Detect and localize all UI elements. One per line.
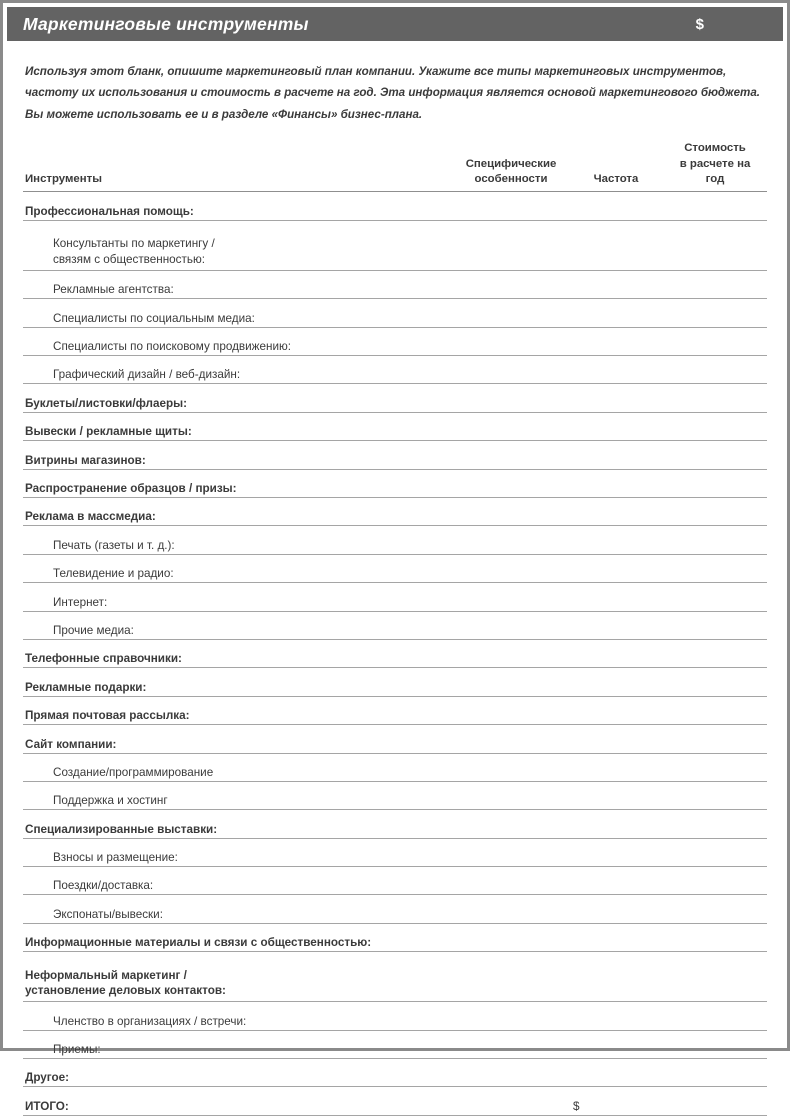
table-row [23, 192, 767, 220]
specifics-input-16[interactable] [453, 668, 569, 696]
cost-input-10[interactable] [663, 498, 767, 526]
table-row [23, 923, 767, 951]
cost-input-12[interactable] [663, 554, 767, 582]
table-row [23, 753, 767, 781]
table-row [23, 469, 767, 497]
table-row [23, 838, 767, 866]
marketing-tools-table [23, 141, 767, 1116]
cost-input-27[interactable] [663, 1002, 767, 1030]
tool-label: Специалисты по поисковому продвижению: [23, 327, 453, 355]
table-row [23, 668, 767, 696]
tool-label: Создание/программирование [23, 753, 453, 781]
cost-input-20[interactable] [663, 781, 767, 809]
total-cost-input[interactable] [663, 1087, 767, 1115]
specifics-input-23[interactable] [453, 867, 569, 895]
cost-input-14[interactable] [663, 611, 767, 639]
specifics-input-15[interactable] [453, 639, 569, 667]
tool-label: Прочие медиа: [23, 611, 453, 639]
cost-input-1[interactable] [663, 220, 767, 270]
cost-input-23[interactable] [663, 867, 767, 895]
tool-label: Приемы: [23, 1030, 453, 1058]
table-row [23, 327, 767, 355]
table-row [23, 384, 767, 412]
cost-input-25[interactable] [663, 923, 767, 951]
tool-label: Специализированные выставки: [23, 810, 453, 838]
specifics-input-8[interactable] [453, 441, 569, 469]
intro-paragraph: Используя этот бланк, опишите маркетинговый план компании. Укажите все типы маркетинговых инструментов, частоту их использования и стоимость в расчете на год. Эта информация является основой маркетингового бюджета. Вы можете использовать ее и в разделе «Финансы» бизнес-плана. [25, 65, 761, 121]
total-specifics-cell [453, 1087, 569, 1115]
table-row [23, 611, 767, 639]
cost-input-2[interactable] [663, 270, 767, 298]
table-row [23, 725, 767, 753]
specifics-input-18[interactable] [453, 725, 569, 753]
cost-input-9[interactable] [663, 469, 767, 497]
table-row [23, 526, 767, 554]
frequency-input-29[interactable] [569, 1059, 663, 1087]
frequency-input-22[interactable] [569, 838, 663, 866]
tool-label: Печать (газеты и т. д.): [23, 526, 453, 554]
cost-input-5[interactable] [663, 356, 767, 384]
currency-symbol: $ [695, 15, 704, 33]
cost-input-6[interactable] [663, 384, 767, 412]
table-row [23, 696, 767, 724]
frequency-input-15[interactable] [569, 639, 663, 667]
frequency-input-27[interactable] [569, 1002, 663, 1030]
cost-input-21[interactable] [663, 810, 767, 838]
table-row [23, 554, 767, 582]
specifics-input-0[interactable] [453, 192, 569, 220]
table-header [23, 141, 767, 192]
frequency-input-7[interactable] [569, 412, 663, 440]
frequency-input-28[interactable] [569, 1030, 663, 1058]
frequency-input-24[interactable] [569, 895, 663, 923]
column-header-frequency: Частота [569, 141, 663, 192]
column-header-cost-line2: в расчете на год [679, 157, 751, 186]
tool-label: Телефонные справочники: [23, 639, 453, 667]
frequency-input-8[interactable] [569, 441, 663, 469]
table-row [23, 356, 767, 384]
specifics-input-24[interactable] [453, 895, 569, 923]
specifics-input-2[interactable] [453, 270, 569, 298]
table-row [23, 781, 767, 809]
cost-input-26[interactable] [663, 952, 767, 1002]
cost-input-18[interactable] [663, 725, 767, 753]
specifics-input-21[interactable] [453, 810, 569, 838]
tool-label: Интернет: [23, 583, 453, 611]
cost-input-22[interactable] [663, 838, 767, 866]
table-row [23, 867, 767, 895]
table-body [23, 192, 767, 1115]
frequency-input-13[interactable] [569, 583, 663, 611]
specifics-input-12[interactable] [453, 554, 569, 582]
frequency-input-23[interactable] [569, 867, 663, 895]
table-row [23, 441, 767, 469]
frequency-input-1[interactable] [569, 220, 663, 270]
specifics-input-13[interactable] [453, 583, 569, 611]
frequency-input-10[interactable] [569, 498, 663, 526]
specifics-input-19[interactable] [453, 753, 569, 781]
tool-label: Сайт компании: [23, 725, 453, 753]
table-row [23, 895, 767, 923]
cost-input-4[interactable] [663, 327, 767, 355]
table-row [23, 270, 767, 298]
table-row [23, 220, 767, 270]
header-bar [7, 7, 783, 41]
table-row [23, 952, 767, 1002]
specifics-input-5[interactable] [453, 356, 569, 384]
specifics-input-25[interactable] [453, 923, 569, 951]
tool-label: Буклеты/листовки/флаеры: [23, 384, 453, 412]
table-row [23, 412, 767, 440]
tool-label: Консультанты по маркетингу / связям с общественностью: [23, 220, 453, 270]
tool-label: Реклама в массмедиа: [23, 498, 453, 526]
cost-input-16[interactable] [663, 668, 767, 696]
frequency-input-0[interactable] [569, 192, 663, 220]
cost-input-28[interactable] [663, 1030, 767, 1058]
table-row [23, 1030, 767, 1058]
cost-input-11[interactable] [663, 526, 767, 554]
tool-label: Профессиональная помощь: [23, 192, 453, 220]
cost-input-8[interactable] [663, 441, 767, 469]
frequency-input-5[interactable] [569, 356, 663, 384]
table-row [23, 1002, 767, 1030]
tool-label: Распространение образцов / призы: [23, 469, 453, 497]
specifics-input-10[interactable] [453, 498, 569, 526]
specifics-input-9[interactable] [453, 469, 569, 497]
table-row [23, 810, 767, 838]
cost-input-13[interactable] [663, 583, 767, 611]
specifics-input-27[interactable] [453, 1002, 569, 1030]
tool-label: Рекламные подарки: [23, 668, 453, 696]
cost-input-0[interactable] [663, 192, 767, 220]
specifics-input-1[interactable] [453, 220, 569, 270]
specifics-input-14[interactable] [453, 611, 569, 639]
frequency-input-17[interactable] [569, 696, 663, 724]
frequency-input-11[interactable] [569, 526, 663, 554]
tool-label: Витрины магазинов: [23, 441, 453, 469]
frequency-input-19[interactable] [569, 753, 663, 781]
tool-label: Другое: [23, 1059, 453, 1087]
table-row [23, 583, 767, 611]
cost-input-17[interactable] [663, 696, 767, 724]
table-row [23, 299, 767, 327]
table-row [23, 1059, 767, 1087]
column-header-specifics-line2: особенности [474, 173, 548, 186]
frequency-input-12[interactable] [569, 554, 663, 582]
specifics-input-7[interactable] [453, 412, 569, 440]
total-currency-symbol: $ [569, 1087, 663, 1115]
specifics-input-20[interactable] [453, 781, 569, 809]
cost-input-7[interactable] [663, 412, 767, 440]
frequency-input-21[interactable] [569, 810, 663, 838]
frequency-input-9[interactable] [569, 469, 663, 497]
tool-label: Вывески / рекламные щиты: [23, 412, 453, 440]
tool-label: Прямая почтовая рассылка: [23, 696, 453, 724]
tool-label: Рекламные агентства: [23, 270, 453, 298]
tool-label: Членство в организациях / встречи: [23, 1002, 453, 1030]
frequency-input-4[interactable] [569, 327, 663, 355]
tool-label: Экспонаты/вывески: [23, 895, 453, 923]
tool-label: Поддержка и хостинг [23, 781, 453, 809]
cost-input-24[interactable] [663, 895, 767, 923]
frequency-input-18[interactable] [569, 725, 663, 753]
total-row [23, 1087, 767, 1115]
specifics-input-17[interactable] [453, 696, 569, 724]
frequency-input-25[interactable] [569, 923, 663, 951]
specifics-input-11[interactable] [453, 526, 569, 554]
column-header-specifics [453, 141, 569, 192]
column-header-tools: Инструменты [23, 141, 453, 192]
cost-input-29[interactable] [663, 1059, 767, 1087]
specifics-input-29[interactable] [453, 1059, 569, 1087]
tool-label: Информационные материалы и связи с общественностью: [23, 923, 453, 951]
frequency-input-20[interactable] [569, 781, 663, 809]
cost-input-3[interactable] [663, 299, 767, 327]
frequency-input-16[interactable] [569, 668, 663, 696]
column-header-cost-line1: Стоимость [684, 142, 746, 155]
frequency-input-26[interactable] [569, 952, 663, 1002]
tool-label: Телевидение и радио: [23, 554, 453, 582]
specifics-input-26[interactable] [453, 952, 569, 1002]
tool-label: Взносы и размещение: [23, 838, 453, 866]
frequency-input-14[interactable] [569, 611, 663, 639]
tool-label: Неформальный маркетинг / установление деловых контактов: [23, 952, 453, 1002]
frequency-input-2[interactable] [569, 270, 663, 298]
tool-label: Поездки/доставка: [23, 867, 453, 895]
tool-label: Графический дизайн / веб-дизайн: [23, 356, 453, 384]
frequency-input-6[interactable] [569, 384, 663, 412]
specifics-input-28[interactable] [453, 1030, 569, 1058]
tool-label: Специалисты по социальным медиа: [23, 299, 453, 327]
specifics-input-4[interactable] [453, 327, 569, 355]
specifics-input-6[interactable] [453, 384, 569, 412]
column-header-specifics-line1: Специфические [465, 157, 557, 170]
column-header-cost [663, 141, 767, 192]
table-row [23, 639, 767, 667]
page-title: Маркетинговые инструменты [23, 13, 309, 34]
frequency-input-3[interactable] [569, 299, 663, 327]
cost-input-19[interactable] [663, 753, 767, 781]
specifics-input-3[interactable] [453, 299, 569, 327]
specifics-input-22[interactable] [453, 838, 569, 866]
table-row [23, 498, 767, 526]
total-label: ИТОГО: [23, 1087, 453, 1115]
cost-input-15[interactable] [663, 639, 767, 667]
